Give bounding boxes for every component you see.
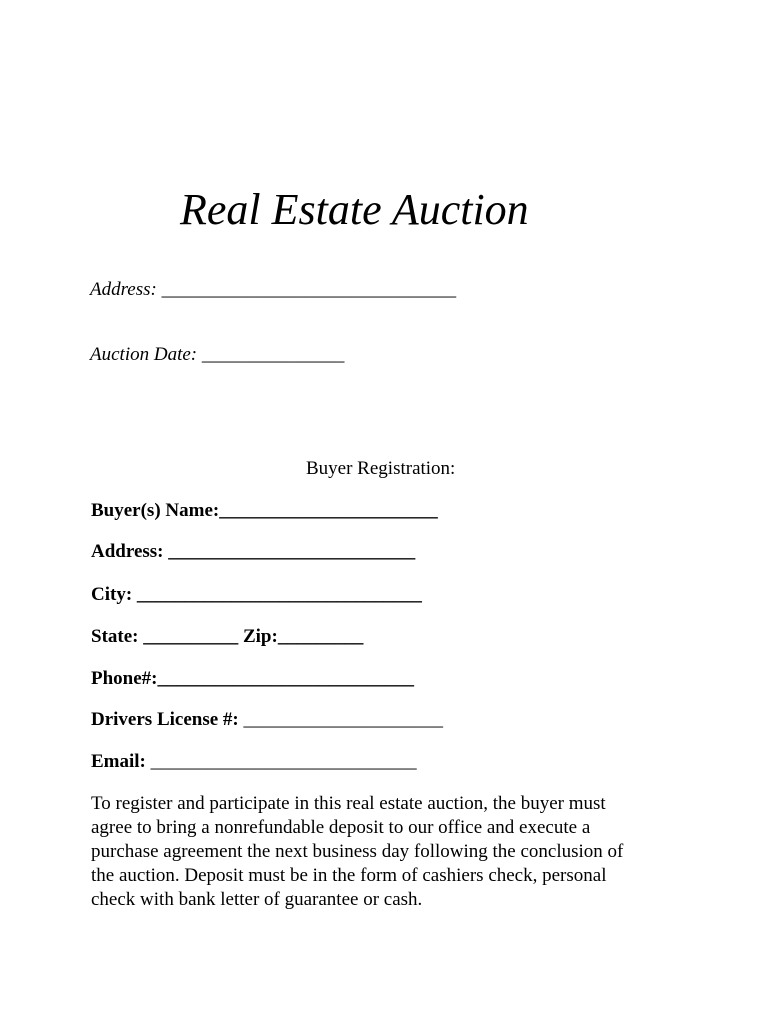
buyer-email-blank: ____________________________ xyxy=(150,751,417,772)
terms-line: agree to bring a nonrefundable deposit to our office and execute a xyxy=(91,817,591,838)
buyer-email-row xyxy=(91,750,417,774)
buyer-zip-blank: _________ xyxy=(277,626,364,647)
buyer-phone-blank: ___________________________ xyxy=(157,668,414,689)
terms-line: the auction. Deposit must be in the form of cashiers check, personal xyxy=(91,865,607,886)
buyer-state-zip-row xyxy=(91,625,363,649)
buyer-name-row xyxy=(91,499,438,523)
terms-paragraph xyxy=(91,792,691,912)
buyer-license-row xyxy=(91,708,443,732)
buyer-address-label: Address: xyxy=(91,541,169,562)
buyer-email-label: Email: xyxy=(91,751,151,772)
buyer-address-blank: __________________________ xyxy=(168,541,416,562)
buyer-address-row xyxy=(91,540,415,564)
buyer-license-blank: _____________________ xyxy=(243,709,443,730)
buyer-city-row xyxy=(91,583,422,607)
terms-line: check with bank letter of guarantee or cash. xyxy=(91,889,423,910)
auction-date-line: Auction Date: _______________ xyxy=(90,344,345,365)
buyer-state-blank: __________ xyxy=(143,626,239,647)
buyer-phone-row xyxy=(91,667,414,691)
buyer-license-label: Drivers License #: xyxy=(91,709,244,730)
buyer-zip-label: Zip: xyxy=(238,626,278,647)
terms-line: purchase agreement the next business day following the conclusion of xyxy=(91,841,624,862)
property-address-line: Address: _______________________________ xyxy=(90,279,457,300)
terms-line: To register and participate in this real estate auction, the buyer must xyxy=(91,793,606,814)
buyer-city-label: City: xyxy=(91,584,137,605)
buyer-city-blank: ______________________________ xyxy=(136,584,422,605)
buyer-name-blank: _______________________ xyxy=(219,500,438,521)
buyer-state-label: State: xyxy=(91,626,144,647)
buyer-phone-label: Phone#: xyxy=(91,668,158,689)
buyer-registration-heading: Buyer Registration: xyxy=(306,458,456,479)
document-title: Real Estate Auction xyxy=(180,185,529,234)
buyer-name-label: Buyer(s) Name: xyxy=(91,500,220,521)
